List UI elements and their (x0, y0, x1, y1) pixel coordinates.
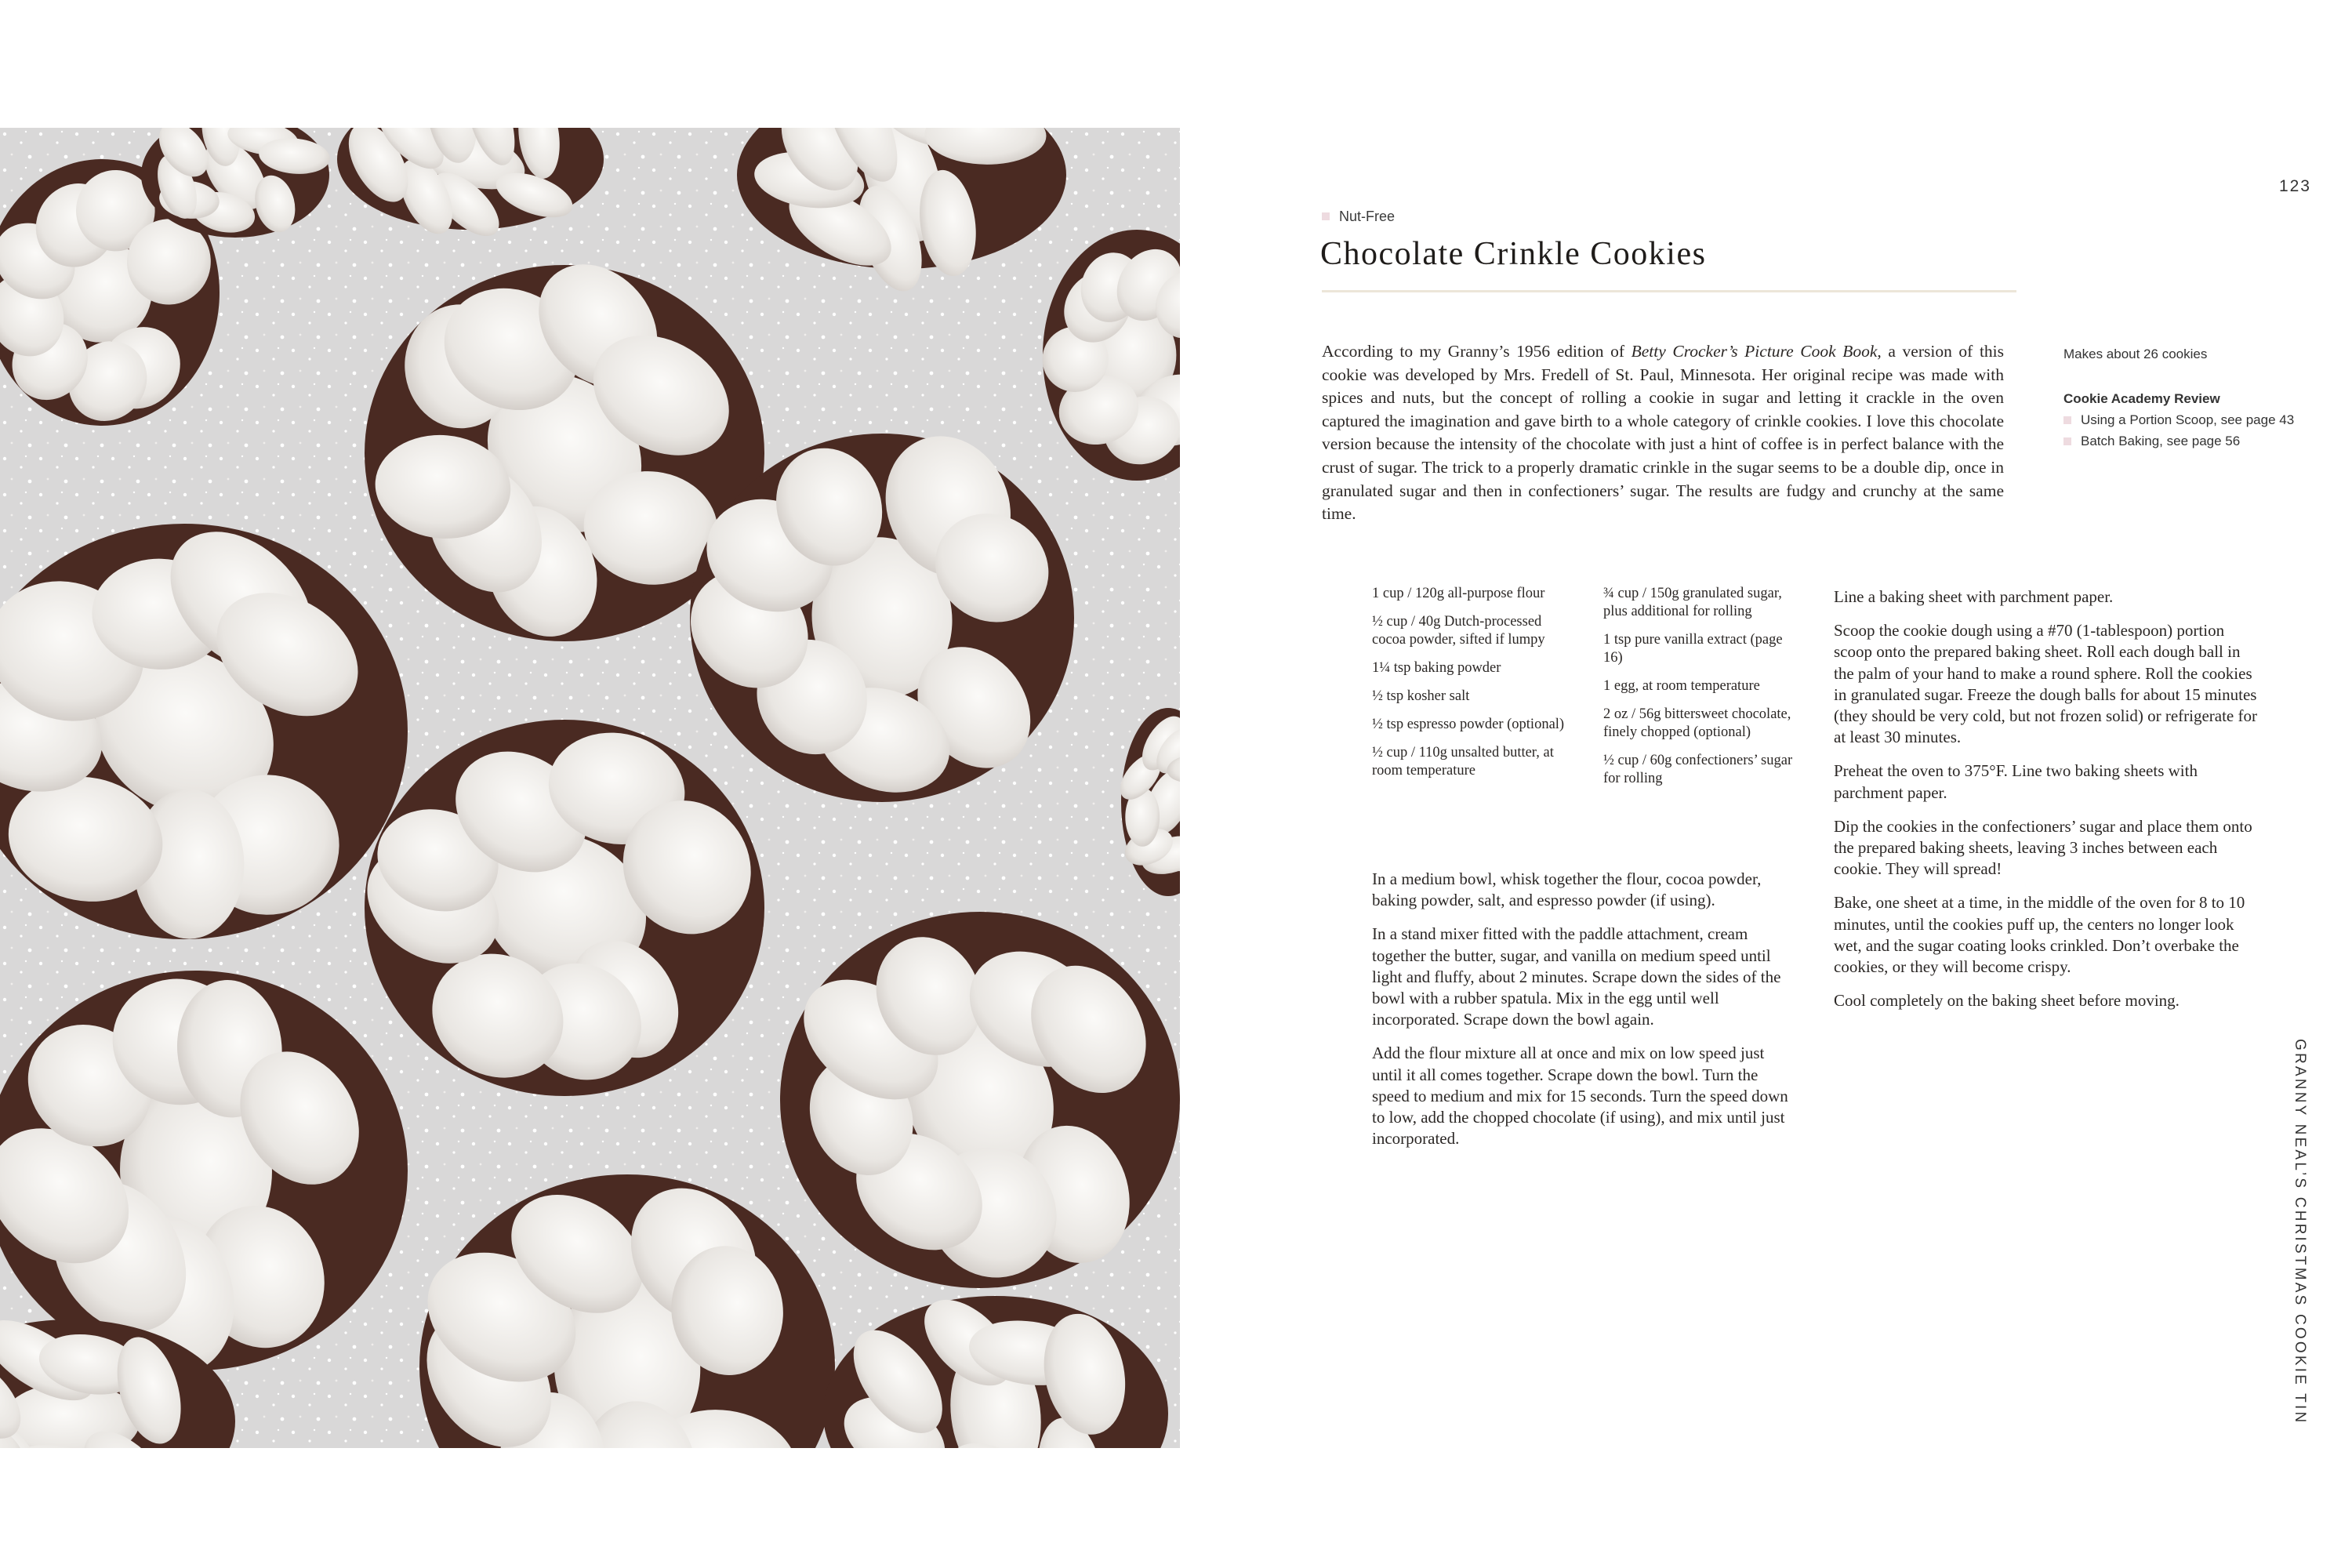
ingredient-item: 1 egg, at room temperature (1603, 678, 1760, 694)
method-step: Dip the cookies in the confectioners’ sugar and place them onto the prepared baking sheets, leaving 3 inches between each cookie. They will spread! (1834, 816, 2252, 879)
ingredient-item: ½ cup / 110g unsalted butter, at room temperature (1372, 745, 1554, 779)
review-item-label: Using a Portion Scoop, see page 43 (2081, 412, 2295, 427)
ingredient-item: 1¼ tsp baking powder (1372, 660, 1501, 676)
method-step: Preheat the oven to 375°F. Line two baking sheets with parchment paper. (1834, 761, 2198, 802)
cookie-academy-review-list (2063, 411, 2299, 450)
running-head: GRANNY NEAL’S CHRISTMAS COOKIE TIN (2292, 1039, 2308, 1425)
ingredient-item: ½ tsp kosher salt (1372, 688, 1470, 704)
review-item-label: Batch Baking, see page 56 (2081, 434, 2241, 448)
method-step: In a stand mixer fitted with the paddle attachment, cream together the butter, sugar, and vanilla on medium speed until light and fluffy, about 2 minutes. Scrape down the sides of the bowl with a rubber spatula. Mix in the egg until well incorporated. Scrape down the bowl again. (1372, 924, 1781, 1029)
review-bullet-icon (2063, 416, 2071, 424)
intro-text-start: According to my Granny’s 1956 edition of (1322, 342, 1632, 361)
review-item (2063, 411, 2299, 429)
recipe-sidebar (2063, 345, 2299, 453)
review-bullet-icon (2063, 437, 2071, 445)
method-step: Cool completely on the baking sheet before moving. (1834, 991, 2180, 1011)
ingredients-column-right (1603, 585, 1799, 798)
dietary-tag (1322, 205, 1395, 227)
ingredient-item: ¾ cup / 150g granulated sugar, plus additional for rolling (1603, 586, 1782, 619)
ingredient-item: ½ cup / 60g confectioners’ sugar for rolling (1603, 753, 1793, 786)
method-step: Bake, one sheet at a time, in the middle of the oven for 8 to 10 minutes, until the cookies puff up, the centers no longer look wet, and the sugar coating looks crinkled. Don’t overbake the cookies, or they will become crispy. (1834, 893, 2245, 977)
method-step: Scoop the cookie dough using a #70 (1-tablespoon) portion scoop onto the prepared baking sheet. Roll each dough ball in the palm of your hand to make a round sphere. Roll the cookies in granulated sugar. Freeze the dough balls for about 15 minutes (they should be very cold, but not frozen solid) or refrigerate for at least 30 minutes. (1834, 621, 2257, 747)
ingredient-item: ½ cup / 40g Dutch-processed cocoa powder, sifted if lumpy (1372, 614, 1545, 648)
cookie-illustration (0, 128, 1180, 1448)
ingredient-item: 2 oz / 56g bittersweet chocolate, finely chopped (optional) (1603, 706, 1791, 740)
method-column-left (1372, 869, 1795, 1162)
method-column-right (1834, 586, 2257, 1024)
ingredient-item: ½ tsp espresso powder (optional) (1372, 717, 1565, 732)
review-item (2063, 432, 2299, 450)
intro-text-end: , a version of this cookie was developed by Mrs. Fredell of St. Paul, Minnesota. Her original recipe was made with spices and nuts, but the concept of rolling a cookie in sugar and letting it crackle in the oven captured the imagination and gave birth to a whole category of crinkle cookies. I love this chocolate version because the intensity of the chocolate with just a hint of coffee is in perfect balance with the crust of sugar. The trick to a properly dramatic crinkle in the sugar seems to be a double dip, once in granulated sugar and then in confectioners’ sugar. The results are fudgy and crunchy at the same time. (1322, 342, 2005, 524)
tag-bullet-icon (1322, 212, 1330, 220)
cookie-photo (0, 128, 1180, 1448)
ingredient-item: 1 tsp pure vanilla extract (page 16) (1603, 632, 1783, 666)
title-divider (1322, 290, 2016, 292)
intro-book-title: Betty Crocker’s Picture Cook Book (1631, 342, 1878, 361)
method-step: Line a baking sheet with parchment paper. (1834, 587, 2114, 606)
ingredient-item: 1 cup / 120g all-purpose flour (1372, 586, 1545, 601)
recipe-yield: Makes about 26 cookies (2063, 347, 2208, 361)
recipe-intro (1322, 340, 2004, 526)
recipe-title: Chocolate Crinkle Cookies (1320, 236, 1707, 272)
dietary-tag-label: Nut-Free (1339, 208, 1396, 224)
method-step: Add the flour mixture all at once and mix on low speed just until it all comes together. Scrape down the bowl. Turn the speed to medium and mix for 15 seconds. Turn the speed down to low, add the chopped chocolate (if using), and mix until just incorporated. (1372, 1044, 1788, 1149)
ingredients-column-left (1372, 585, 1568, 790)
cookie-academy-review-title: Cookie Academy Review (2063, 391, 2220, 406)
page-number: 123 (2278, 177, 2311, 195)
method-step: In a medium bowl, whisk together the flour, cocoa powder, baking powder, salt, and espresso powder (if using). (1372, 869, 1762, 910)
